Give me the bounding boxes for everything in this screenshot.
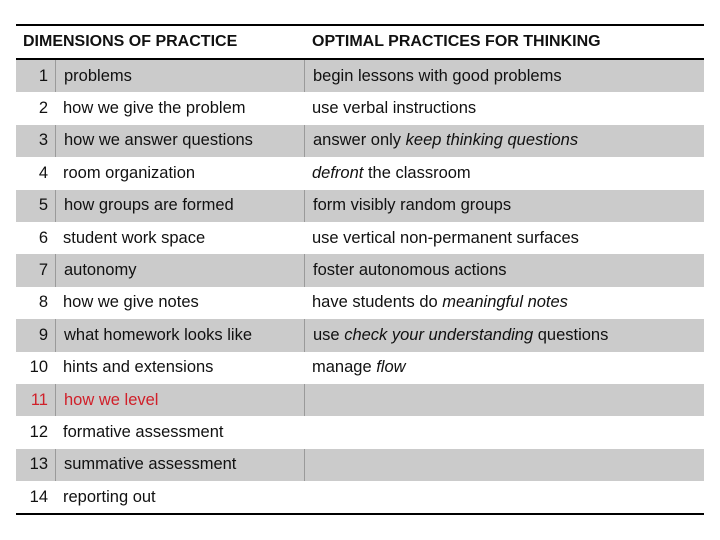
row-number: 2 <box>38 99 48 118</box>
row-number: 3 <box>38 131 48 150</box>
practice-cell <box>304 319 704 351</box>
practice-cell <box>304 157 704 189</box>
row-number: 8 <box>38 293 48 312</box>
dimension-cell: reporting out <box>63 487 156 506</box>
row-number: 4 <box>38 163 48 182</box>
row-number: 11 <box>30 390 48 409</box>
practice-text: questions <box>533 325 609 344</box>
practice-text: answer only <box>313 131 406 150</box>
table-header <box>16 26 704 60</box>
practice-text: use vertical non-permanent surfaces <box>312 228 579 247</box>
practice-text: the classroom <box>363 163 471 182</box>
dimension-cell: student work space <box>63 228 206 247</box>
table-row <box>16 157 704 189</box>
dimension-cell: how groups are formed <box>55 190 304 222</box>
practice-cell <box>304 222 704 254</box>
practice-text: begin lessons with good problems <box>313 66 562 85</box>
table-row <box>16 222 704 254</box>
row-number: 6 <box>38 228 48 247</box>
table-body <box>16 60 704 513</box>
dimension-cell: problems <box>55 60 304 92</box>
row-number: 7 <box>38 261 48 280</box>
practice-cell <box>304 481 704 513</box>
practice-text: manage <box>312 358 377 377</box>
table-row <box>16 319 704 351</box>
practice-cell <box>304 190 704 222</box>
practice-text: use verbal instructions <box>312 99 477 118</box>
table-row <box>16 125 704 157</box>
table-row <box>16 352 704 384</box>
dimension-cell: formative assessment <box>63 422 224 441</box>
table-row <box>16 449 704 481</box>
dimension-cell: how we give the problem <box>63 99 246 118</box>
table-row <box>16 481 704 513</box>
row-number: 9 <box>38 325 48 344</box>
practice-cell <box>304 416 704 448</box>
dimension-cell: hints and extensions <box>63 358 214 377</box>
header-dimensions: DIMENSIONS OF PRACTICE <box>23 33 238 50</box>
row-number: 12 <box>29 422 48 441</box>
dimension-cell: summative assessment <box>55 449 304 481</box>
practice-text: foster autonomous actions <box>313 261 507 280</box>
practice-text: use <box>313 325 345 344</box>
header-practices: OPTIMAL PRACTICES FOR THINKING <box>312 33 601 50</box>
practice-cell <box>304 254 704 286</box>
practice-emphasis: meaningful notes <box>442 293 568 312</box>
practice-cell <box>304 125 704 157</box>
row-number: 5 <box>38 196 48 215</box>
table-row <box>16 384 704 416</box>
practice-cell <box>304 384 704 416</box>
practice-text: form visibly random groups <box>313 196 512 215</box>
practices-table <box>16 24 704 515</box>
table-row <box>16 190 704 222</box>
row-number: 13 <box>29 455 48 474</box>
dimension-cell: how we answer questions <box>55 125 304 157</box>
practice-emphasis: check your understanding <box>344 325 534 344</box>
practice-emphasis: defront <box>312 163 364 182</box>
practice-cell <box>304 352 704 384</box>
row-number: 10 <box>29 358 48 377</box>
practice-text: have students do <box>312 293 443 312</box>
dimension-cell: room organization <box>63 163 196 182</box>
practice-cell <box>304 60 704 92</box>
practice-emphasis: keep thinking questions <box>405 131 579 150</box>
practice-cell <box>304 92 704 124</box>
dimension-cell: how we give notes <box>63 293 199 312</box>
table-row <box>16 416 704 448</box>
practice-cell <box>304 287 704 319</box>
table-row <box>16 287 704 319</box>
row-number: 1 <box>38 66 48 85</box>
row-number: 14 <box>29 487 48 506</box>
practice-cell <box>304 449 704 481</box>
dimension-cell: how we level <box>55 384 304 416</box>
dimension-cell: autonomy <box>55 254 304 286</box>
table-row <box>16 92 704 124</box>
practice-emphasis: flow <box>376 358 406 377</box>
table-row <box>16 60 704 92</box>
table-row <box>16 254 704 286</box>
dimension-cell: what homework looks like <box>55 319 304 351</box>
